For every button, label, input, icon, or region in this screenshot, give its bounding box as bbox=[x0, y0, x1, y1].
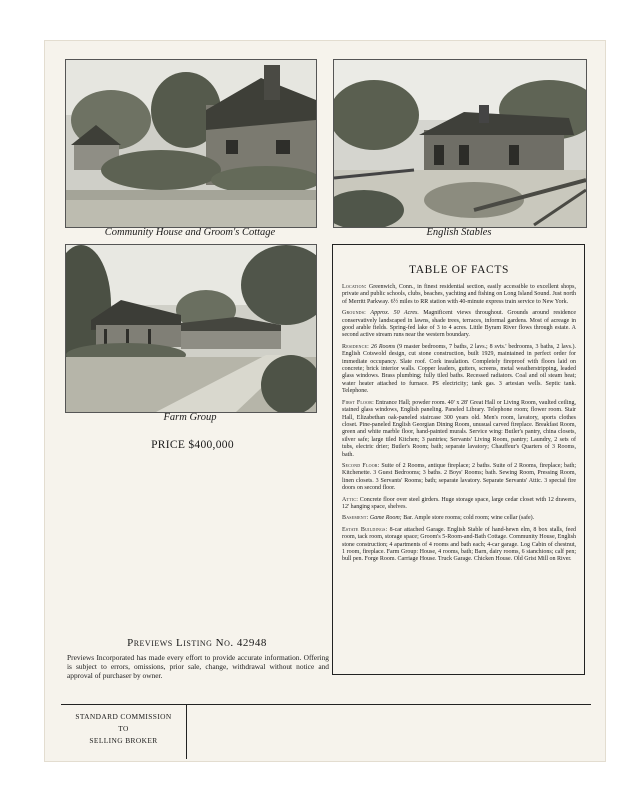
listing-number: Previews Listing No. 42948 bbox=[127, 637, 267, 649]
fact-label: Location: bbox=[342, 284, 367, 290]
fact-label: Basement: bbox=[342, 515, 369, 522]
english-stables-caption: English Stables bbox=[426, 227, 492, 238]
fact-residence bbox=[342, 344, 576, 396]
table-of-facts bbox=[332, 244, 585, 675]
listing-disclaimer: Previews Incorporated has made every effort to provide accurate information. Offering is subject to errors, omissions, prior sale, change, withdrawal without notice and approval of purchaser by owner. bbox=[67, 653, 329, 681]
fact-basement bbox=[342, 515, 576, 522]
fact-text: Bar. Ample store rooms; cold room; wine cellar (safe). bbox=[403, 515, 535, 522]
fact-estate-buildings bbox=[342, 527, 576, 564]
fact-text: Entrance Hall; powder room. 40' x 28' Great Hall or Living Room, vaulted ceiling, stained glass windows, English paneling. Paneled Library. Telephone room; flower room. Stair Hall, Elizabethan oak-paneled staircase 300 years old. Men's room, lavatory, sports clothes closet. Pine-paneled English Georgian Dining Room, unusual carved fireplace. Breakfast Room, green and white marble floor, hand-painted murals. Service wing: Butler's pantry, china closets, silver safe; large tiled Kitchen; 3 pantries; Servants' Living Room, pantry; Laundry, 2 sets of tubs, electric drier; Butler's Room; bath; separate lavatory; Chauffeur's Quarters of 3 Rooms, bath. bbox=[342, 399, 576, 458]
fact-first-floor bbox=[342, 400, 576, 459]
fact-label: Attic: bbox=[342, 496, 359, 503]
fact-text: Magnificent views throughout. Grounds around residence conservatively landscaped in lawns, shade trees, terraces, informal gardens. Most of acreage in good arable fields. Spring-fed lake of 3 to 4 acres. Little Byram River flows through estate. A second active stream runs near the western boundary. bbox=[342, 310, 577, 339]
brochure-page bbox=[44, 40, 606, 762]
fact-label: First Floor: bbox=[342, 399, 374, 406]
commission-line-1: STANDARD COMMISSION bbox=[75, 712, 172, 721]
community-house-photo bbox=[65, 59, 317, 228]
farm-group-caption: Farm Group bbox=[163, 412, 217, 423]
fact-text: Suite of 2 Rooms, antique fireplace; 2 baths. Suite of 2 Rooms, fireplace; bath; Kitchenette. 3 Guest Bedrooms; 3 baths. 2 Boys' Rooms; bath. Sewing Room, Pressing Room, linen closets. 3 Servants' Rooms; bath; separate lavatory. Separate Servants' Attic. 3 special fire doors on second floor. bbox=[342, 462, 576, 492]
fact-label: Residence: bbox=[342, 343, 370, 350]
commission-line-2: TO bbox=[118, 724, 129, 733]
fact-lead: Approx. 50 Acres. bbox=[370, 310, 419, 317]
fact-attic bbox=[342, 497, 576, 512]
commission-line-3: SELLING BROKER bbox=[89, 736, 158, 745]
fact-grounds bbox=[342, 310, 576, 340]
fact-text: (9 master bedrooms, 7 baths, 2 lavs.; 8 svts.' bedrooms, 3 baths, 2 lavs.). English Cotswold design, cut stone construction, built 1929, maintained in perfect order for immediate occupancy. Slate roof. Cork insulation. Completely fireproof with floors laid on concrete; brick interior walls. Copper leaders, gutters, screens, metal weatherstripping, leaded glass windows. Brass plumbing; fully tiled baths. Recessed radiators. Coal and oil steam heat; water heater attached to furnace. PS electricity; tank gas. 3 artesian wells. Septic tank. Telephone. bbox=[342, 343, 577, 395]
community-house-caption: Community House and Groom's Cottage bbox=[104, 227, 276, 238]
fact-text: Greenwich, Conn., in finest residential section, easily accessible to excellent shops, private and public schools, clubs, beaches, yachting and fishing on Long Island Sound. Just north of Merritt Parkway. 6½ miles to RR station with 40-minute express train service to New York. bbox=[342, 284, 577, 305]
price: PRICE $400,000 bbox=[151, 439, 234, 451]
fact-label: Estate Buildings: bbox=[342, 526, 388, 533]
fact-lead: 26 Rooms bbox=[370, 343, 396, 350]
fact-second-floor bbox=[342, 463, 576, 493]
english-stables-photo bbox=[333, 59, 587, 228]
fact-text: Concrete floor over steel girders. Huge storage space, large cedar closet with 12 drawers, 12' hanging space, shelves. bbox=[342, 496, 576, 510]
farm-group-photo bbox=[65, 244, 317, 413]
fact-text: 8-car attached Garage. English Stable of hand-hewn elm, 8 box stalls, feed room, tack room, storage space; Groom's 5-Room-and-Bath Cottage. Community House, English stone construction; 4 apartments of 4 rooms and bath each; 4-car garage. Log Cabin of chestnut, 1 room, fireplace. Farm Group: House, 4 rooms, bath; Barn, dairy rooms, 6 stanchions; calf pen; bull pen. Forge Room. Carriage House. Truck Garage. Chicken House. Old Grist Mill on River. bbox=[342, 526, 576, 563]
fact-location bbox=[342, 284, 576, 306]
fact-label: Second Floor: bbox=[342, 462, 380, 469]
table-of-facts-title: TABLE OF FACTS bbox=[409, 264, 509, 276]
fact-lead: Game Room; bbox=[369, 515, 402, 522]
fact-label: Grounds: bbox=[342, 310, 367, 317]
commission-box bbox=[61, 704, 187, 759]
